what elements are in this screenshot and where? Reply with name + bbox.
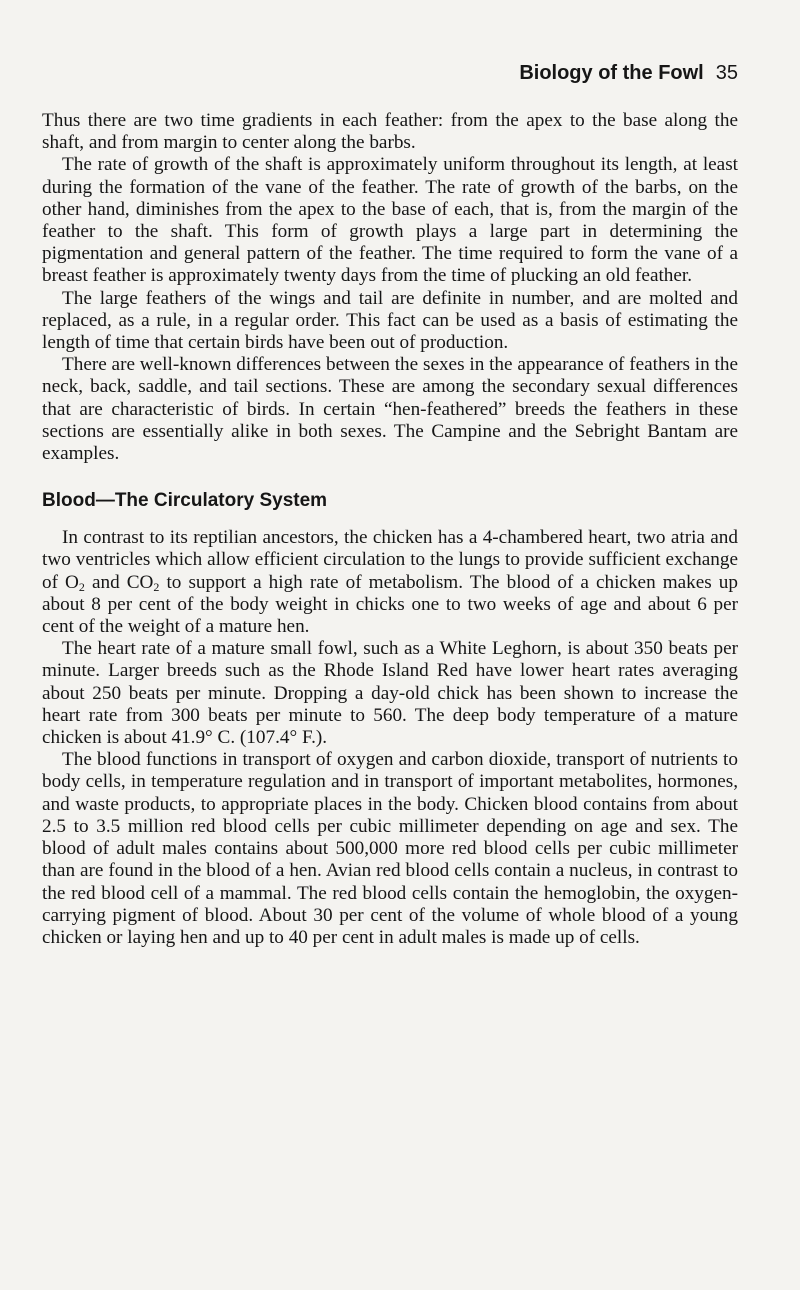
paragraph: Thus there are two time gradients in each feather: from the apex to the base along the shaft, and from margin to center along the barbs. bbox=[42, 110, 738, 154]
paragraph bbox=[42, 527, 738, 638]
page-number: 35 bbox=[715, 62, 738, 84]
oxygen-subscript: 2 bbox=[78, 579, 85, 594]
paragraph-text: to support a high rate of metabolism. The blood of a chicken makes up about 8 per cent of the body weight in chicks one to two weeks of age and about 6 per cent of the weight of a mature hen. bbox=[42, 571, 738, 638]
running-head bbox=[42, 62, 738, 90]
paragraph-text: In contrast to its reptilian ancestors, the chicken has a 4-chambered heart, two atria and two ventricles which allow efficient circulation to the lungs to provide sufficient exchange of O bbox=[42, 527, 738, 593]
paragraph: There are well-known differences between the sexes in the appearance of feathers in the neck, back, saddle, and tail sections. These are among the secondary sexual differences that are characteristic of birds. In certain “hen-feathered” breeds the feathers in these sections are essentially alike in both sexes. The Campine and the Sebright Bantam are examples. bbox=[42, 354, 738, 465]
paragraph: The rate of growth of the shaft is approximately uniform throughout its length, at least during the formation of the vane of the feather. The rate of growth of the barbs, on the other hand, diminishes from the apex to the base of each, that is, from the margin of the feather to the shaft. This form of growth plays a large part in determining the pigmentation and general pattern of the feather. The time required to form the vane of a breast feather is approximately twenty days from the time of plucking an old feather. bbox=[42, 154, 738, 287]
section-heading: Blood—The Circulatory System bbox=[42, 490, 328, 512]
body-text bbox=[42, 110, 738, 949]
paragraph: The heart rate of a mature small fowl, such as a White Leghorn, is about 350 beats per minute. Larger breeds such as the Rhode Island Red have lower heart rates averaging about 250 beats per minute. Dropping a day-old chick has been shown to increase the heart rate from 300 beats per minute to 560. The deep body temperature of a mature chicken is about 41.9° C. (107.4° F.). bbox=[42, 638, 738, 749]
paragraph: The blood functions in transport of oxygen and carbon dioxide, transport of nutrients to body cells, in temperature regulation and in transport of important metabolites, hormones, and waste products, to appropriate places in the body. Chicken blood contains from about 2.5 to 3.5 million red blood cells per cubic millimeter depending on age and sex. The blood of adult males contains about 500,000 more red blood cells per cubic millimeter than are found in the blood of a hen. Avian red blood cells contain a nucleus, in contrast to the red blood cell of a mammal. The red blood cells contain the hemoglobin, the oxygen-carrying pigment of blood. About 30 per cent of the volume of whole blood of a young chicken or laying hen and up to 40 per cent in adult males is made up of cells. bbox=[42, 749, 738, 948]
running-title: Biology of the Fowl bbox=[519, 62, 704, 84]
paragraph: The large feathers of the wings and tail are definite in number, and are molted and replaced, as a rule, in a regular order. This fact can be used as a basis of estimating the length of time that certain birds have been out of production. bbox=[42, 287, 738, 354]
book-page bbox=[42, 62, 738, 1262]
paragraph-text: and CO bbox=[84, 571, 154, 593]
co2-subscript: 2 bbox=[153, 579, 160, 594]
